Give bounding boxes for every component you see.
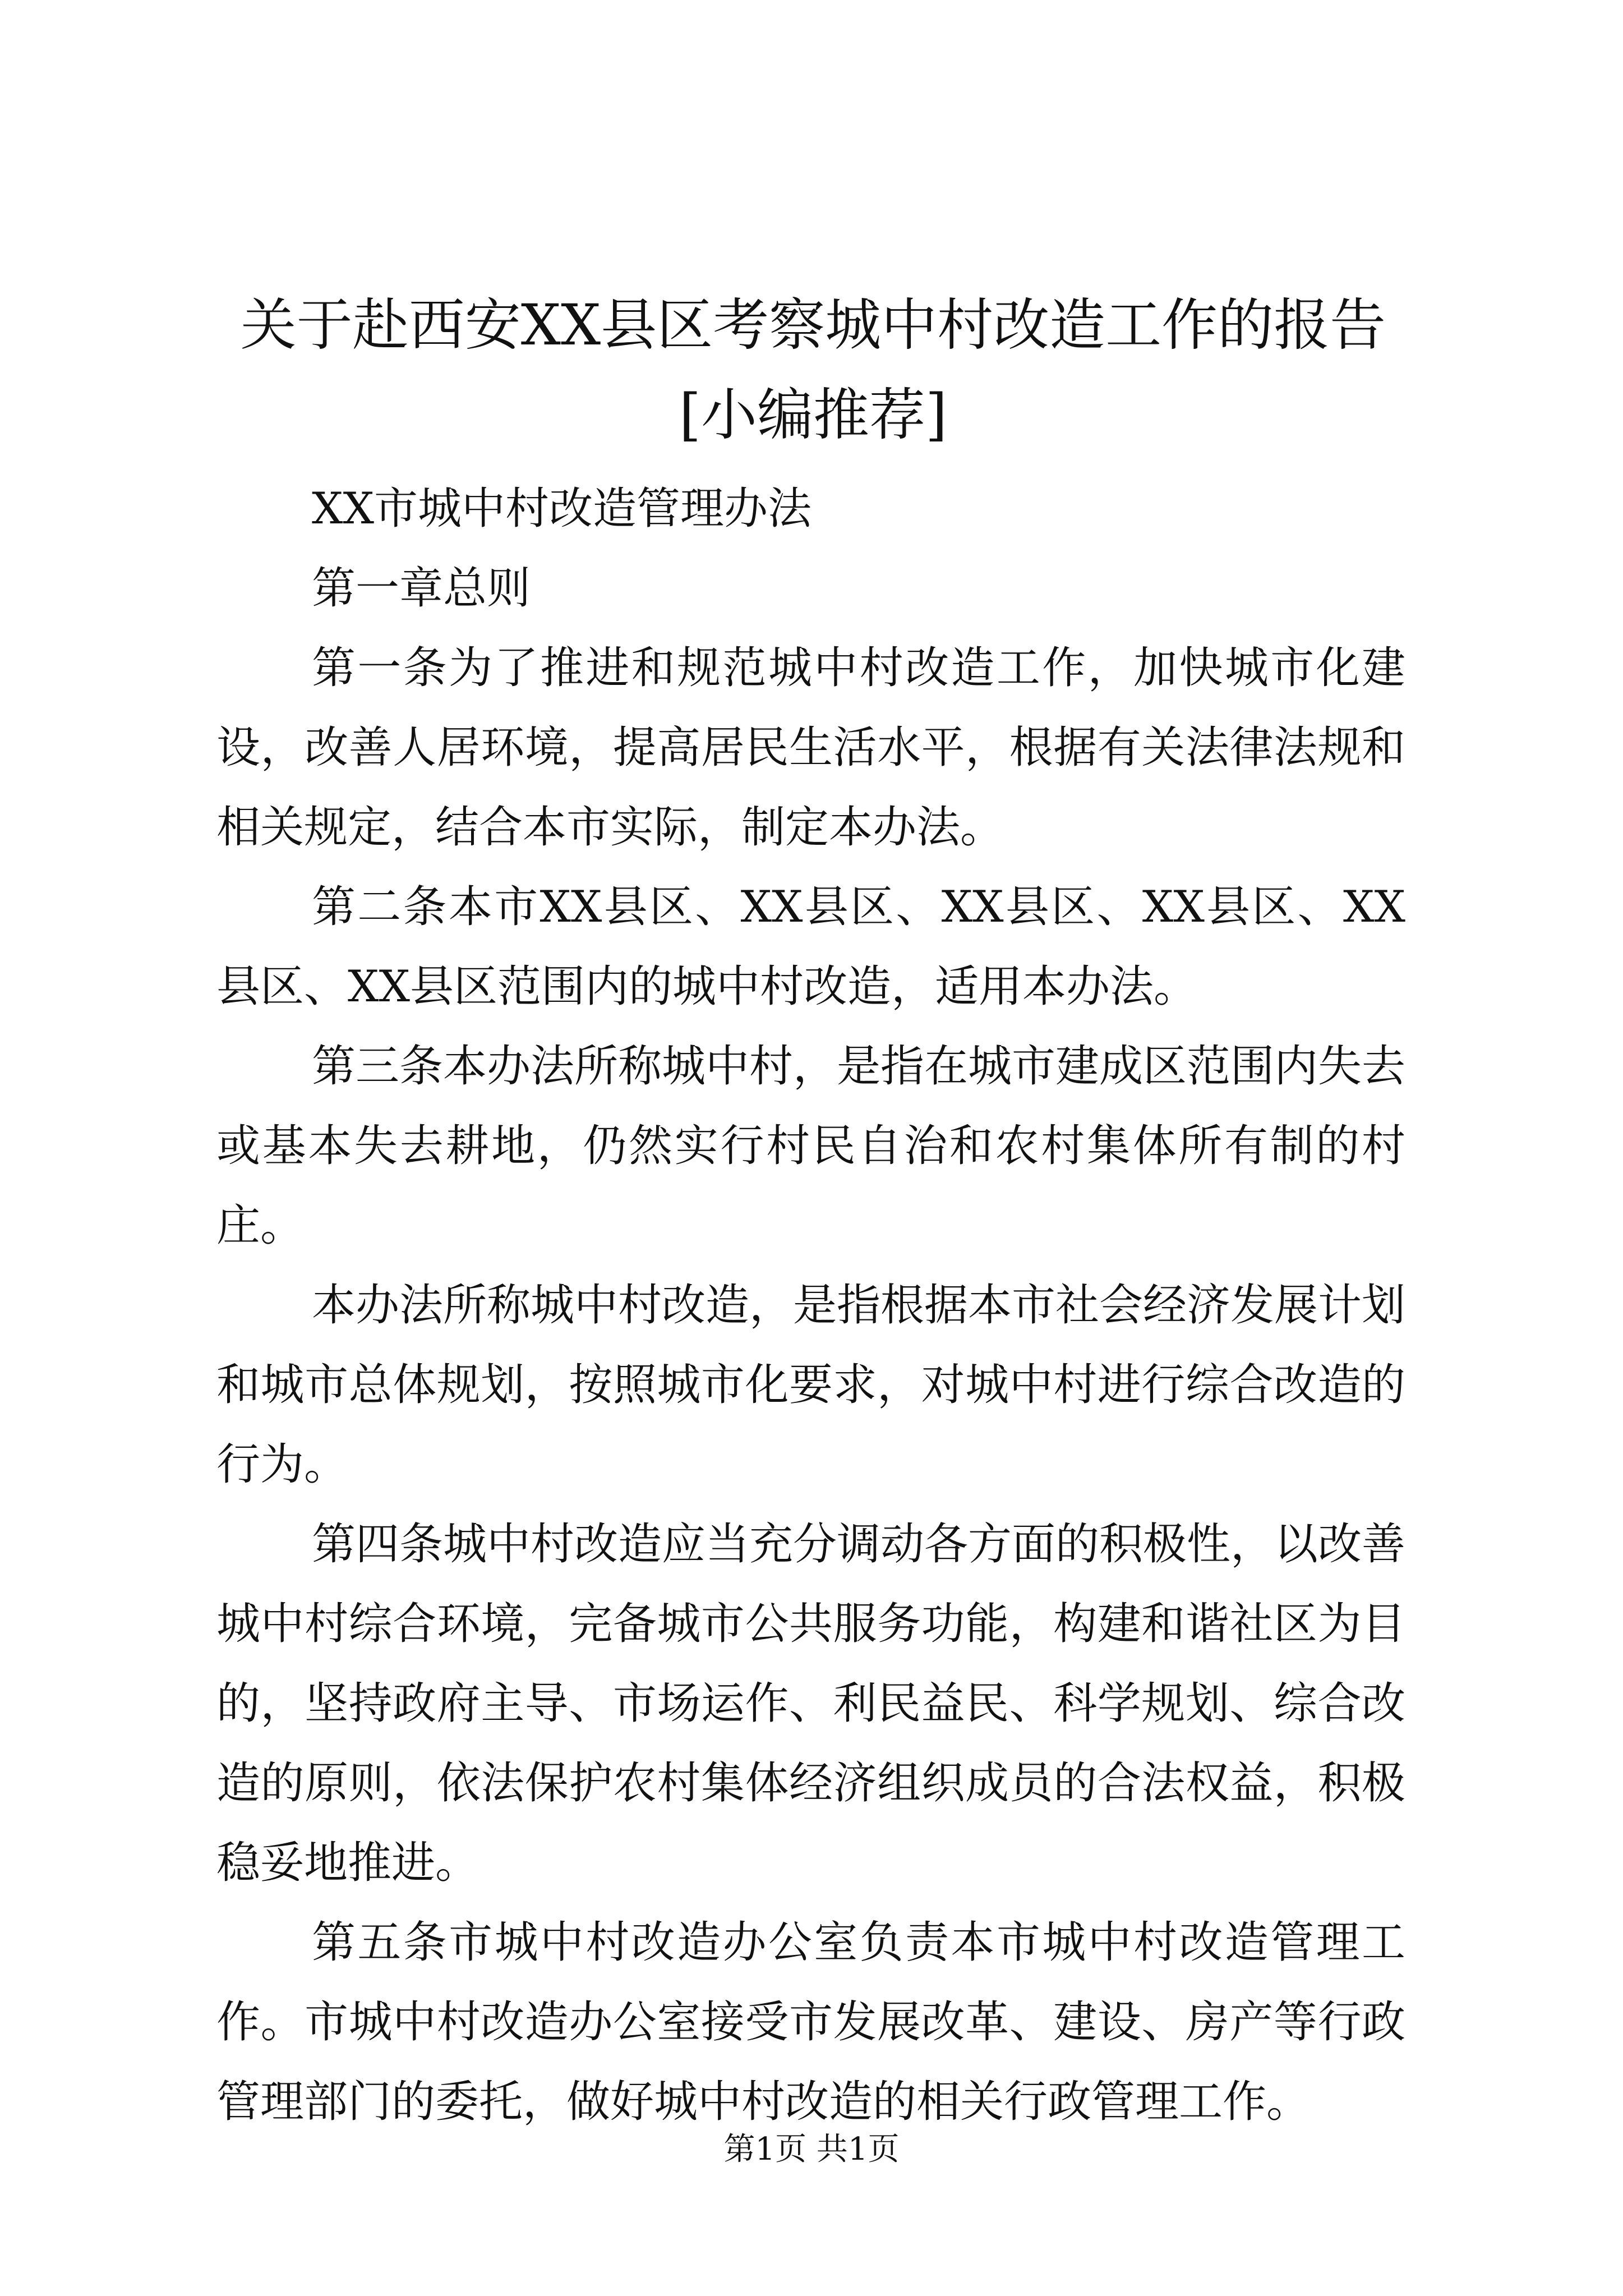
paragraph-article-three-definition: 本办法所称城中村改造，是指根据本市社会经济发展计划和城市总体规划，按照城市化要求，对城中村进行综合改造的行为。 bbox=[216, 1280, 1406, 1490]
paragraph-chapter-one: 第一章总则 bbox=[312, 563, 531, 614]
paragraph-article-one: 第一条为了推进和规范城中村改造工作，加快城市化建设，改善人居环境，提高居民生活水平，根据有关法律法规和相关规定，结合本市实际，制定本办法。 bbox=[216, 643, 1405, 853]
paragraph-article-two: 第二条本市XX县区、XX县区、XX县区、XX县区、XX县区、XX县区范围内的城中村改造，适用本办法。 bbox=[216, 882, 1405, 1012]
document-title: 关于赴西安XX县区考察城中村改造工作的报告[小编推荐] bbox=[240, 292, 1386, 448]
page-footer: 第1页 共1页 bbox=[723, 2131, 900, 2168]
paragraph-article-three: 第三条本办法所称城中村，是指在城市建成区范围内失去或基本失去耕地，仍然实行村民自治和农村集体所有制的村庄。 bbox=[216, 1041, 1406, 1251]
paragraph-article-five: 第五条市城中村改造办公室负责本市城中村改造管理工作。市城中村改造办公室接受市发展改革、建设、房产等行政管理部门的委托，做好城中村改造的相关行政管理工作。 bbox=[216, 1917, 1405, 2127]
document-body bbox=[216, 469, 1405, 2142]
paragraph-article-four: 第四条城中村改造应当充分调动各方面的积极性，以改善城中村综合环境，完备城市公共服务功能，构建和谐社区为目的，坚持政府主导、市场运作、利民益民、科学规划、综合改造的原则，依法保护农村集体经济组织成员的合法权益，积极稳妥地推进。 bbox=[216, 1519, 1406, 1888]
paragraph-heading-measures: XX市城中村改造管理办法 bbox=[312, 484, 812, 534]
